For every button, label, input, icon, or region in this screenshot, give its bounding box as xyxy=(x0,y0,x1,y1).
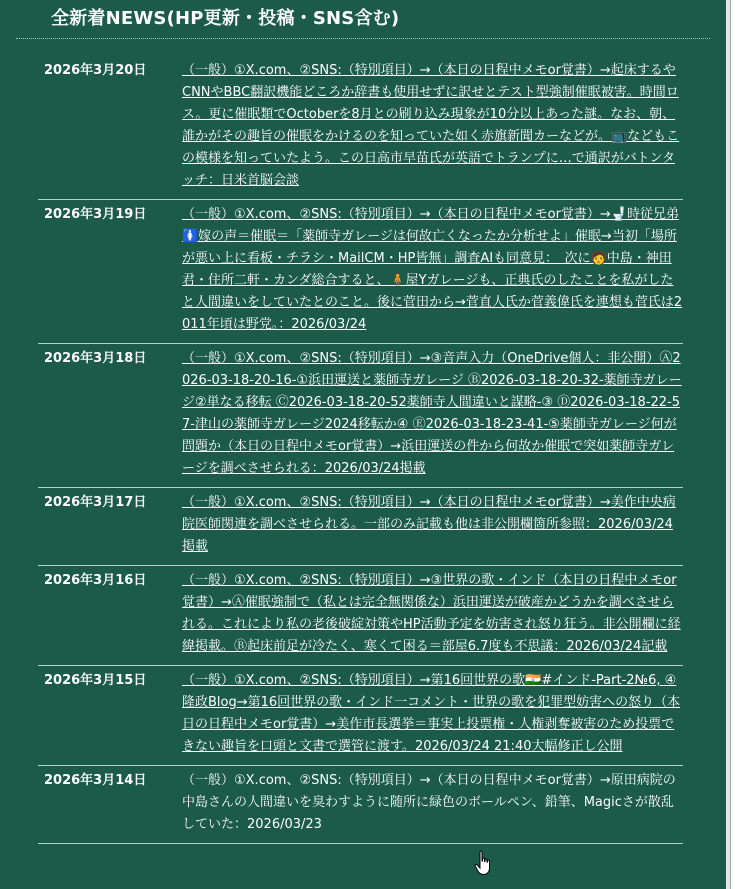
list-item xyxy=(38,344,683,488)
news-date: 2026年3月17日 xyxy=(44,495,147,510)
hand-cursor-icon xyxy=(474,850,492,876)
scrollbar-track[interactable] xyxy=(730,0,740,889)
news-list xyxy=(0,56,726,844)
news-link[interactable]: （一般）①X.com、②SNS:（特別項目）→（本日の日程中メモor覚書）→起床するやCNNやBBC翻訳機能どころか辞書も使用せずに訳せとテスト型強制催眠被害。時間ロス。更に催眠類でOctoberを8月との刷り込み現象が10分以上あった謎。なお、朝、誰かがその趣旨の催眠をかけるのを知っていた如く赤旗新聞カーなどが。📺などもこの模様を知っていたよう。この日高市早苗氏が英語でトランプに…で通訳がバトンタッチ：日米首脳会談 xyxy=(182,63,680,188)
news-date: 2026年3月15日 xyxy=(44,673,147,688)
news-link[interactable]: （一般）①X.com、②SNS:（特別項目）→（本日の日程中メモor覚書）→🚽時従兄弟🚺嫁の声＝催眠＝「薬師寺ガレージは何故亡くなったか分析せよ」催眠→当初「場所が悪い上に看板・チラシ・MailCM・HP皆無」調査AIも同意見： 次に🧑中島・神田君・住所二軒・カンダ総合すると、🧍屋Yガレージも、正典氏のしたことを私がしたと人間違いをしていたとのこと。後に菅田から→菅直人氏か菅義偉氏を連想も菅氏は2011年頃は野党。：2026/03/24 xyxy=(182,207,683,332)
title-divider xyxy=(16,38,710,39)
list-item xyxy=(38,766,683,844)
list-item xyxy=(38,200,683,344)
news-date: 2026年3月14日 xyxy=(44,773,147,788)
news-date: 2026年3月16日 xyxy=(44,573,147,588)
news-date: 2026年3月19日 xyxy=(44,207,147,222)
news-date: 2026年3月20日 xyxy=(44,63,147,78)
list-item xyxy=(38,566,683,666)
news-link[interactable]: （一般）①X.com、②SNS:（特別項目）→（本日の日程中メモor覚書）→原田病院の中島さんの人間違いを臭わすように随所に緑色のボールペン、鉛筆、Magicさが散乱していた：2026/03/23 xyxy=(182,773,676,832)
news-link[interactable]: （一般）①X.com、②SNS:（特別項目）→③音声入力（OneDrive個人：非公開）Ⓐ2026-03-18-20-16-①浜田運送と薬師寺ガレージ Ⓑ2026-03-18-20-32-薬師寺ガレージ②単なる移転 Ⓒ2026-03-18-20-52薬師寺人間違いと謀略-③ Ⓓ2026-03-18-22-57-津山の薬師寺ガレージ2024移転か④ Ⓔ2026-03-18-23-41-⑤薬師寺ガレージ何が問題か（本日の日程中メモor覚書）→浜田運送の件から何故か催眠で突如薬師寺ガレージを調べさせられる：2026/03/24掲載 xyxy=(182,351,682,476)
list-item xyxy=(38,666,683,766)
news-date: 2026年3月18日 xyxy=(44,351,147,366)
list-item xyxy=(38,56,683,200)
news-link[interactable]: （一般）①X.com、②SNS:（特別項目）→第16回世界の歌🇮🇳#インド-Part-2№6, ④隆政Blog→第16回世界の歌・インド一コメント・世界の歌を犯罪型妨害への怒り（本日の日程中メモor覚書）→美作市長選挙＝事実上投票権・人権剥奪被害のため投票できない趣旨を口頭と文書で選管に渡す。2026/03/24 21:40大幅修正し公開 xyxy=(182,673,681,754)
news-link[interactable]: （一般）①X.com、②SNS:（特別項目）→③世界の歌・インド（本日の日程中メモor覚書）→Ⓐ催眠強制で（私とは完全無関係な）浜田運送が破産かどうかを調べさせられる。これにより私の老後破綻対策やHP活動予定を妨害され怒り狂う。非公開欄に経緯掲載。Ⓑ起床前足が冷たく、寒くて困る＝部屋6.7度も不思議：2026/03/24記載 xyxy=(182,573,681,654)
news-link[interactable]: （一般）①X.com、②SNS:（特別項目）→（本日の日程中メモor覚書）→美作中央病院医師関連を調べさせられる。一部のみ記載も他は非公開欄箇所参照：2026/03/24掲載 xyxy=(182,495,676,554)
page-title: 全新着NEWS(HP更新・投稿・SNS含む) xyxy=(51,8,400,29)
list-item xyxy=(38,488,683,566)
